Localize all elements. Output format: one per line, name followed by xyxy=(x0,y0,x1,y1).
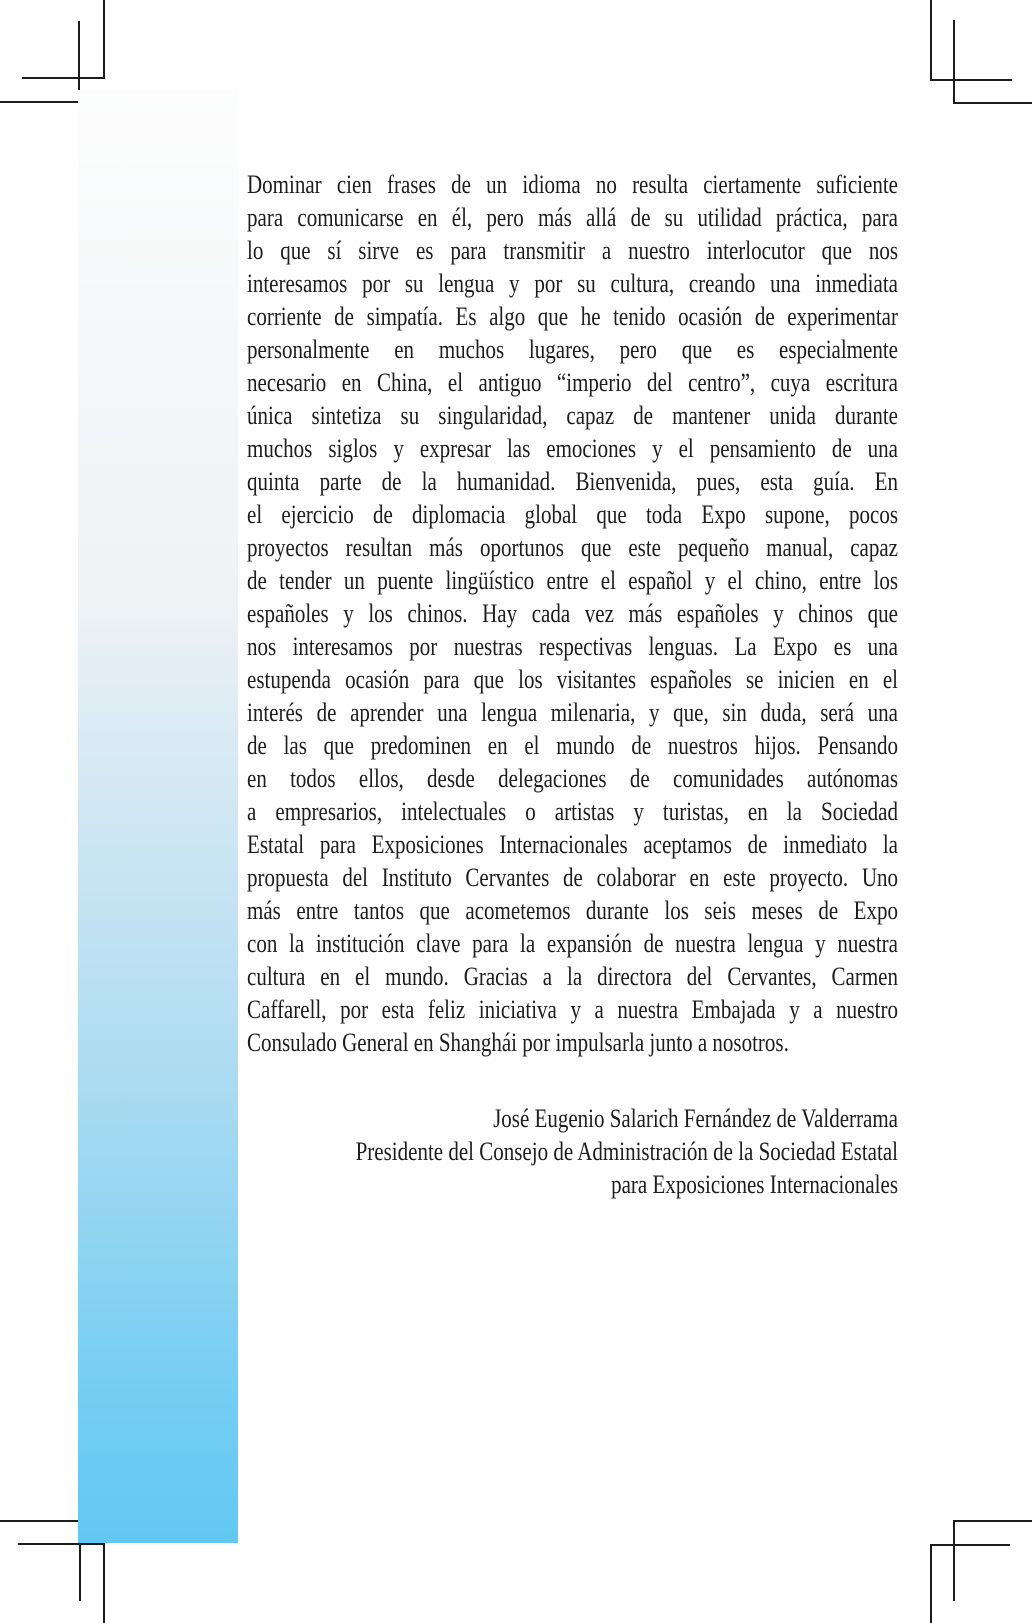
preface-line: interesamos por su lengua y por su cultura, creando una inmediata xyxy=(247,267,898,299)
preface-line: españoles y los chinos. Hay cada vez más españoles y chinos que xyxy=(247,597,898,629)
preface-line: lo que sí sirve es para transmitir a nuestro interlocutor que nos xyxy=(247,234,898,266)
gradient-accent-bar xyxy=(78,90,238,1543)
preface-line: quinta parte de la humanidad. Bienvenida, pues, esta guía. En xyxy=(247,465,898,497)
text-column xyxy=(247,168,898,1201)
preface-line: con la institución clave para la expansión de nuestra lengua y nuestra xyxy=(247,927,898,959)
preface-line: Estatal para Exposiciones Internacionales aceptamos de inmediato la xyxy=(247,828,898,860)
preface-line: de las que predominen en el mundo de nuestros hijos. Pensando xyxy=(247,729,898,761)
preface-line: Caffarell, por esta feliz iniciativa y a nuestra Embajada y a nuestro xyxy=(247,993,898,1025)
preface-line: corriente de simpatía. Es algo que he tenido ocasión de experimentar xyxy=(247,300,898,332)
signature-line: para Exposiciones Internacionales xyxy=(611,1168,898,1200)
preface-line: para comunicarse en él, pero más allá de su utilidad práctica, para xyxy=(247,201,898,233)
preface-line: el ejercicio de diplomacia global que toda Expo supone, pocos xyxy=(247,498,898,530)
preface-line: interés de aprender una lengua milenaria, y que, sin duda, será una xyxy=(247,696,898,728)
preface-line: estupenda ocasión para que los visitantes españoles se inicien en el xyxy=(247,663,898,695)
crop-mark-bottom-left-inner xyxy=(18,1543,105,1623)
preface-paragraph xyxy=(247,168,898,1059)
signature-block xyxy=(247,1102,898,1201)
preface-line: muchos siglos y expresar las emociones y el pensamiento de una xyxy=(247,432,898,464)
preface-line: a empresarios, intelectuales o artistas y turistas, en la Sociedad xyxy=(247,795,898,827)
preface-line: Dominar cien frases de un idioma no resulta ciertamente suficiente xyxy=(247,168,898,200)
preface-line: necesario en China, el antiguo “imperio del centro”, cuya escritura xyxy=(247,366,898,398)
preface-line: propuesta del Instituto Cervantes de colaborar en este proyecto. Uno xyxy=(247,861,898,893)
preface-line: de tender un puente lingüístico entre el español y el chino, entre los xyxy=(247,564,898,596)
crop-mark-top-right-inner xyxy=(953,20,1032,104)
preface-line: Consulado General en Shanghái por impulsarla junto a nosotros. xyxy=(247,1026,789,1058)
preface-line: única sintetiza su singularidad, capaz de mantener unida durante xyxy=(247,399,898,431)
preface-line: proyectos resultan más oportunos que este pequeño manual, capaz xyxy=(247,531,898,563)
preface-line: en todos ellos, desde delegaciones de comunidades autónomas xyxy=(247,762,898,794)
signature-line: Presidente del Consejo de Administración de la Sociedad Estatal xyxy=(355,1135,898,1167)
preface-line: cultura en el mundo. Gracias a la directora del Cervantes, Carmen xyxy=(247,960,898,992)
crop-mark-top-left-inner xyxy=(0,21,80,103)
signature-line: José Eugenio Salarich Fernández de Valderrama xyxy=(493,1102,898,1134)
crop-mark-bottom-right-inner xyxy=(930,1544,1010,1623)
preface-line: personalmente en muchos lugares, pero que es especialmente xyxy=(247,333,898,365)
preface-line: más entre tantos que acometemos durante los seis meses de Expo xyxy=(247,894,898,926)
preface-line: nos interesamos por nuestras respectivas lenguas. La Expo es una xyxy=(247,630,898,662)
